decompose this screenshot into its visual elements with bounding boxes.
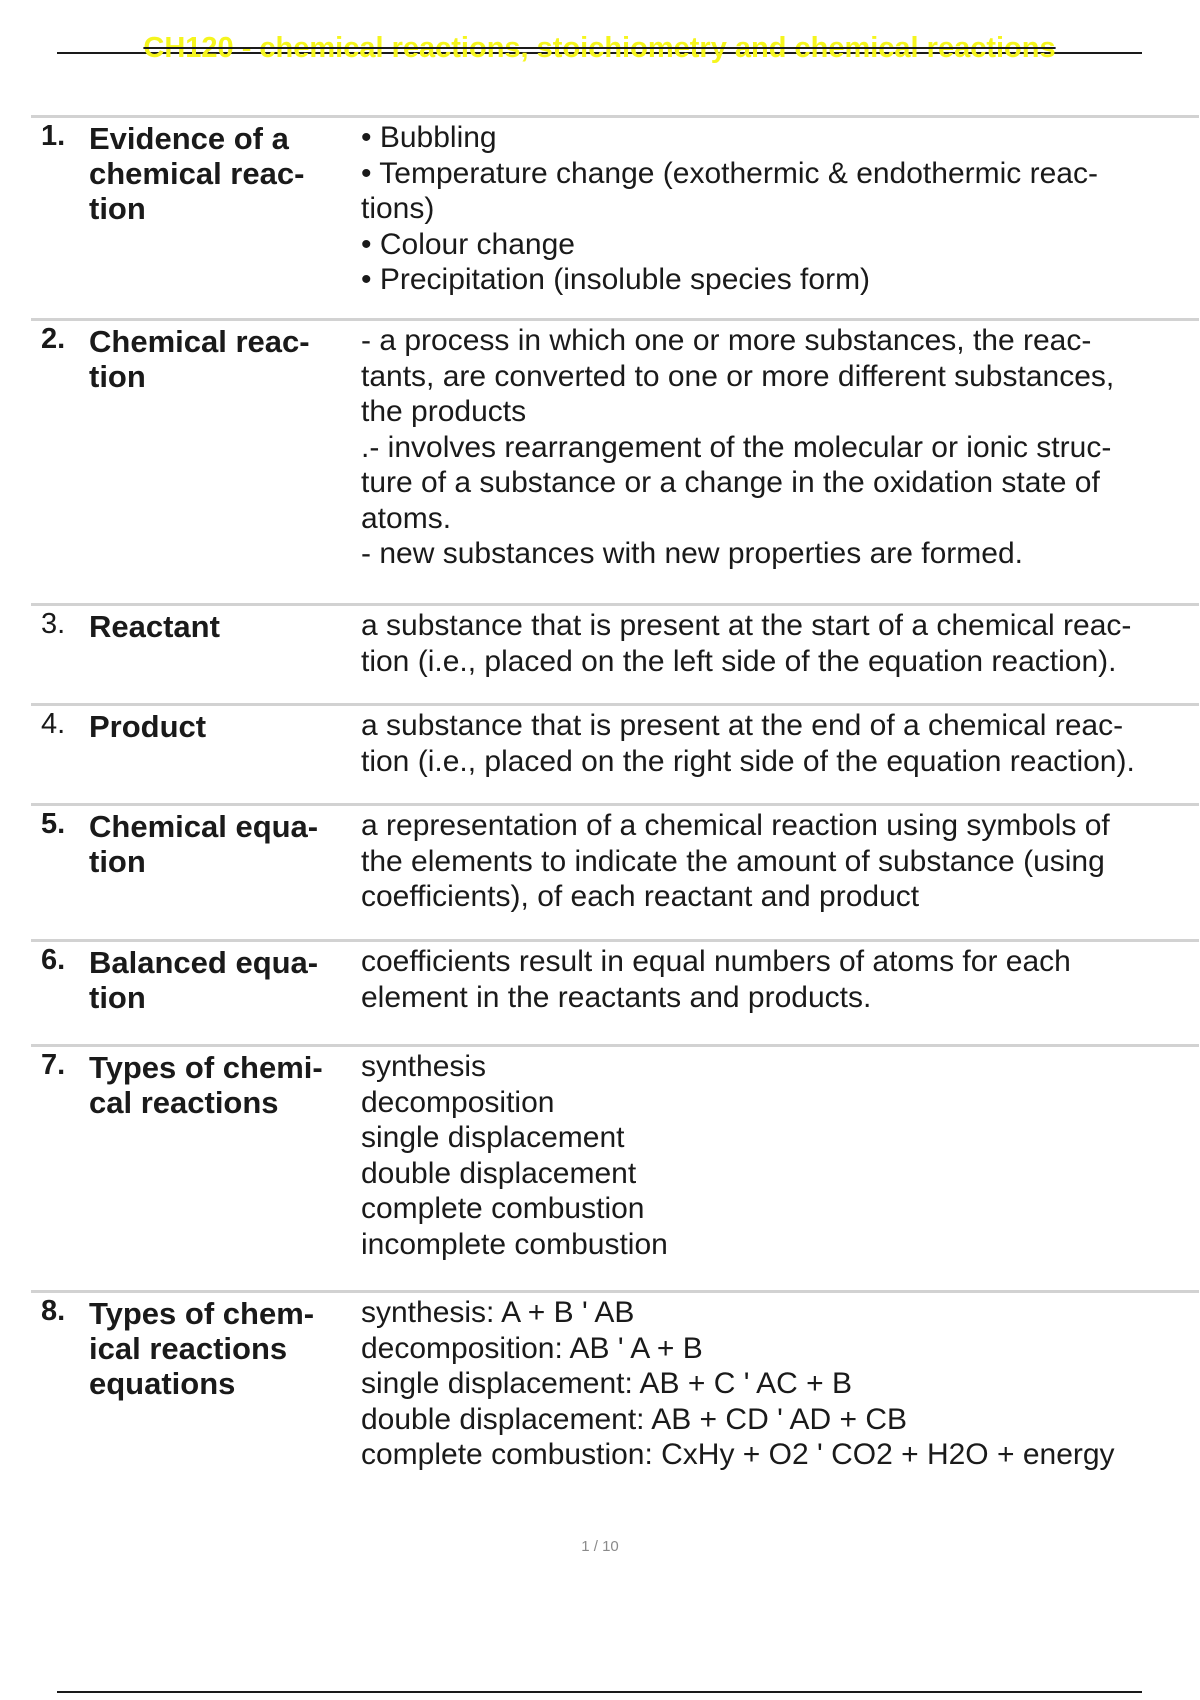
term-line: Types of chem- bbox=[89, 1296, 315, 1331]
card-definition bbox=[361, 942, 1199, 1044]
term-line: cal reactions bbox=[89, 1085, 279, 1120]
term-line: Chemical reac- bbox=[89, 324, 310, 359]
term-line: Balanced equa- bbox=[89, 945, 319, 980]
card-definition bbox=[361, 321, 1199, 603]
card-definition bbox=[361, 1047, 1199, 1290]
term-line: chemical reac- bbox=[89, 156, 305, 191]
card-number: 4. bbox=[41, 708, 66, 740]
definition-line: coefficients result in equal numbers of atoms for each bbox=[361, 945, 1071, 978]
term-line: tion bbox=[89, 191, 146, 226]
definition-line: .- involves rearrangement of the molecular or ionic struc- bbox=[361, 430, 1112, 464]
definition-line: a representation of a chemical reaction using symbols of bbox=[361, 809, 1110, 842]
definition-line: • Bubbling bbox=[361, 121, 497, 154]
definition-line: single displacement bbox=[361, 1121, 625, 1154]
card-number: 1. bbox=[41, 120, 66, 152]
flashcard-row bbox=[31, 703, 1199, 803]
footer-rule bbox=[57, 1691, 1142, 1693]
flashcard-list bbox=[31, 115, 1199, 1493]
definition-line: • Precipitation (insoluble species form) bbox=[361, 263, 871, 296]
card-term bbox=[89, 1293, 361, 1493]
definition-line: incomplete combustion bbox=[361, 1227, 668, 1261]
definition-line: coefficients), of each reactant and product bbox=[361, 880, 920, 913]
definition-line: decomposition: AB ' A + B bbox=[361, 1331, 703, 1365]
term-line: Types of chemi- bbox=[89, 1050, 323, 1085]
card-number: 6. bbox=[41, 944, 66, 976]
definition-line: the elements to indicate the amount of substance (using bbox=[361, 844, 1105, 878]
card-number: 3. bbox=[41, 608, 66, 640]
flashcard-row bbox=[31, 803, 1199, 939]
definition-line: the products bbox=[361, 395, 527, 428]
card-term bbox=[89, 806, 361, 939]
term-line: Reactant bbox=[89, 609, 220, 644]
definition-line: element in the reactants and products. bbox=[361, 980, 872, 1014]
term-line: tion bbox=[89, 359, 146, 394]
card-term bbox=[89, 606, 361, 703]
document-title: CH120 - chemical reactions, stoichiometry and chemical reactions bbox=[143, 32, 1056, 64]
card-definition bbox=[361, 1293, 1199, 1493]
flashcard-row bbox=[31, 318, 1199, 603]
definition-line: atoms. bbox=[361, 501, 452, 535]
flashcard-row bbox=[31, 603, 1199, 703]
definition-line: tion (i.e., placed on the right side of the equation reaction). bbox=[361, 744, 1135, 778]
definition-line: double displacement bbox=[361, 1156, 637, 1190]
card-term bbox=[89, 1047, 361, 1290]
term-line: tion bbox=[89, 844, 146, 879]
term-line: Chemical equa- bbox=[89, 809, 319, 844]
definition-line: decomposition bbox=[361, 1085, 555, 1119]
definition-line: • Temperature change (exothermic & endothermic reac- bbox=[361, 156, 1098, 190]
card-term bbox=[89, 706, 361, 803]
flashcard-row bbox=[31, 115, 1199, 318]
flashcard-row bbox=[31, 1044, 1199, 1290]
term-line: Evidence of a bbox=[89, 121, 289, 156]
card-number: 7. bbox=[41, 1049, 66, 1081]
definition-line: • Colour change bbox=[361, 227, 575, 261]
definition-line: - a process in which one or more substances, the reac- bbox=[361, 324, 1092, 357]
card-number: 5. bbox=[41, 808, 66, 840]
definition-line: single displacement: AB + C ' AC + B bbox=[361, 1367, 852, 1400]
card-number: 8. bbox=[41, 1295, 66, 1327]
term-line: tion bbox=[89, 980, 146, 1015]
card-definition bbox=[361, 606, 1199, 703]
definition-line: tants, are converted to one or more different substances, bbox=[361, 359, 1115, 393]
document-header bbox=[57, 30, 1142, 70]
definition-line: synthesis: A + B ' AB bbox=[361, 1296, 635, 1329]
card-definition bbox=[361, 806, 1199, 939]
term-line: Product bbox=[89, 709, 207, 744]
definition-line: a substance that is present at the start of a chemical reac- bbox=[361, 609, 1132, 642]
term-line: equations bbox=[89, 1366, 236, 1401]
definition-line: tion (i.e., placed on the left side of the equation reaction). bbox=[361, 644, 1117, 678]
definition-line: synthesis bbox=[361, 1050, 487, 1083]
card-term bbox=[89, 321, 361, 603]
definition-line: complete combustion bbox=[361, 1192, 645, 1225]
term-line: ical reactions bbox=[89, 1331, 288, 1366]
flashcard-row bbox=[31, 1290, 1199, 1493]
definition-line: double displacement: AB + CD ' AD + CB bbox=[361, 1402, 908, 1436]
card-definition bbox=[361, 706, 1199, 803]
card-term bbox=[89, 942, 361, 1044]
card-number: 2. bbox=[41, 323, 66, 355]
definition-line: tions) bbox=[361, 192, 435, 225]
card-term bbox=[89, 118, 361, 318]
definition-line: complete combustion: CxHy + O2 ' CO2 + H2O + energy bbox=[361, 1438, 1115, 1471]
definition-line: - new substances with new properties are formed. bbox=[361, 537, 1023, 570]
definition-line: a substance that is present at the end of a chemical reac- bbox=[361, 709, 1124, 742]
page-indicator: 1 / 10 bbox=[581, 1538, 619, 1555]
card-definition bbox=[361, 118, 1199, 318]
definition-line: ture of a substance or a change in the oxidation state of bbox=[361, 466, 1100, 499]
flashcard-row bbox=[31, 939, 1199, 1044]
